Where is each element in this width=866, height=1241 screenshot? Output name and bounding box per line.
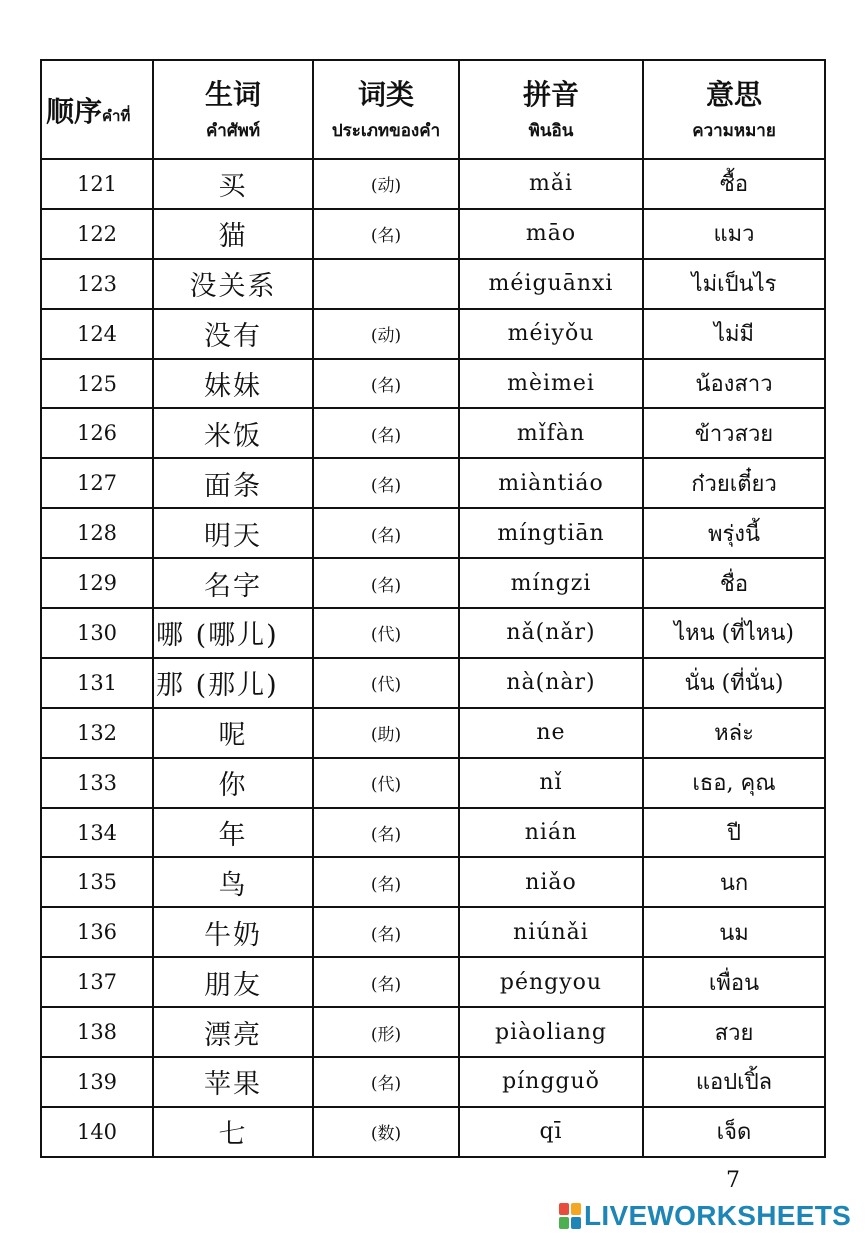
table-row bbox=[41, 359, 825, 409]
row-number: 125 bbox=[41, 359, 153, 409]
row-word: 明天 bbox=[153, 508, 313, 558]
row-number: 136 bbox=[41, 907, 153, 957]
logo-square-icon bbox=[571, 1203, 581, 1215]
row-meaning: ชื่อ bbox=[643, 558, 825, 608]
row-word-class: (名) bbox=[313, 857, 459, 907]
row-pinyin: méiguānxi bbox=[459, 259, 643, 309]
table-row bbox=[41, 857, 825, 907]
row-word: 年 bbox=[153, 808, 313, 858]
table-row bbox=[41, 558, 825, 608]
row-meaning: เธอ, คุณ bbox=[643, 758, 825, 808]
logo-square-icon bbox=[571, 1217, 581, 1229]
header-word-zh: 生词 bbox=[204, 77, 261, 111]
row-number: 126 bbox=[41, 408, 153, 458]
row-number: 130 bbox=[41, 608, 153, 658]
row-number: 131 bbox=[41, 658, 153, 708]
row-number: 129 bbox=[41, 558, 153, 608]
row-word: 那 (那儿) bbox=[153, 658, 313, 708]
row-meaning: เจ็ด bbox=[643, 1107, 825, 1157]
row-meaning: ไหน (ที่ไหน) bbox=[643, 608, 825, 658]
table-row bbox=[41, 309, 825, 359]
row-word: 七 bbox=[153, 1107, 313, 1157]
header-class-th: ประเภทของคำ bbox=[331, 120, 441, 141]
row-word: 苹果 bbox=[153, 1057, 313, 1107]
header-word-th: คำศัพท์ bbox=[205, 120, 261, 141]
row-pinyin: nián bbox=[459, 808, 643, 858]
row-number: 132 bbox=[41, 708, 153, 758]
row-pinyin: nǎ(nǎr) bbox=[459, 608, 643, 658]
row-meaning: นก bbox=[643, 857, 825, 907]
header-order bbox=[41, 60, 153, 159]
table-row bbox=[41, 808, 825, 858]
header-order-zh: 顺序 bbox=[46, 94, 103, 128]
table-row bbox=[41, 159, 825, 209]
row-meaning: ไม่เป็นไร bbox=[643, 259, 825, 309]
row-word-class: (名) bbox=[313, 808, 459, 858]
row-word-class: (名) bbox=[313, 1057, 459, 1107]
liveworksheets-brand[interactable] bbox=[559, 1200, 851, 1232]
row-number: 133 bbox=[41, 758, 153, 808]
row-word-class: (代) bbox=[313, 758, 459, 808]
logo-square-icon bbox=[559, 1203, 569, 1215]
row-meaning: แอปเปิ้ล bbox=[643, 1057, 825, 1107]
table-row bbox=[41, 508, 825, 558]
row-number: 122 bbox=[41, 209, 153, 259]
row-pinyin: míngtiān bbox=[459, 508, 643, 558]
row-word-class bbox=[313, 259, 459, 309]
row-word-class: (数) bbox=[313, 1107, 459, 1157]
row-word-class: (名) bbox=[313, 359, 459, 409]
header-pinyin bbox=[459, 60, 643, 159]
row-number: 128 bbox=[41, 508, 153, 558]
row-pinyin: nǐ bbox=[459, 758, 643, 808]
row-pinyin: píngguǒ bbox=[459, 1057, 643, 1107]
table-row bbox=[41, 458, 825, 508]
header-pinyin-th: พินอิน bbox=[528, 120, 574, 141]
row-word-class: (名) bbox=[313, 508, 459, 558]
row-number: 124 bbox=[41, 309, 153, 359]
header-meaning-th: ความหมาย bbox=[692, 120, 776, 141]
row-word-class: (名) bbox=[313, 957, 459, 1007]
row-word-class: (名) bbox=[313, 408, 459, 458]
row-meaning: ซื้อ bbox=[643, 159, 825, 209]
row-meaning: เพื่อน bbox=[643, 957, 825, 1007]
table-row bbox=[41, 1057, 825, 1107]
row-word: 名字 bbox=[153, 558, 313, 608]
row-number: 138 bbox=[41, 1007, 153, 1057]
row-meaning: พรุ่งนี้ bbox=[643, 508, 825, 558]
row-number: 135 bbox=[41, 857, 153, 907]
row-word: 鸟 bbox=[153, 857, 313, 907]
row-word: 没关系 bbox=[153, 259, 313, 309]
table-row bbox=[41, 608, 825, 658]
header-class-zh: 词类 bbox=[357, 77, 414, 111]
row-pinyin: miàntiáo bbox=[459, 458, 643, 508]
table-row bbox=[41, 658, 825, 708]
header-meaning-zh: 意思 bbox=[705, 77, 762, 111]
row-pinyin: piàoliang bbox=[459, 1007, 643, 1057]
row-word-class: (名) bbox=[313, 209, 459, 259]
row-word-class: (名) bbox=[313, 458, 459, 508]
table-row bbox=[41, 209, 825, 259]
header-order-th: คำที่ bbox=[102, 106, 131, 125]
row-meaning: นั่น (ที่นั่น) bbox=[643, 658, 825, 708]
row-meaning: ก๋วยเตี๋ยว bbox=[643, 458, 825, 508]
row-word-class: (代) bbox=[313, 658, 459, 708]
table-row bbox=[41, 907, 825, 957]
row-number: 127 bbox=[41, 458, 153, 508]
row-meaning: สวย bbox=[643, 1007, 825, 1057]
row-meaning: แมว bbox=[643, 209, 825, 259]
row-pinyin: méiyǒu bbox=[459, 309, 643, 359]
row-pinyin: péngyou bbox=[459, 957, 643, 1007]
table-row bbox=[41, 708, 825, 758]
row-pinyin: ne bbox=[459, 708, 643, 758]
table-row bbox=[41, 957, 825, 1007]
vocabulary-table bbox=[40, 59, 826, 1158]
row-meaning: ไม่มี bbox=[643, 309, 825, 359]
table-row bbox=[41, 1007, 825, 1057]
row-pinyin: mǐfàn bbox=[459, 408, 643, 458]
row-word: 呢 bbox=[153, 708, 313, 758]
row-word: 猫 bbox=[153, 209, 313, 259]
row-pinyin: mèimei bbox=[459, 359, 643, 409]
row-word-class: (助) bbox=[313, 708, 459, 758]
row-word-class: (名) bbox=[313, 558, 459, 608]
header-word bbox=[153, 60, 313, 159]
row-pinyin: niúnǎi bbox=[459, 907, 643, 957]
header-class bbox=[313, 60, 459, 159]
page-number: 7 bbox=[726, 1168, 740, 1193]
row-word: 没有 bbox=[153, 309, 313, 359]
row-pinyin: nà(nàr) bbox=[459, 658, 643, 708]
row-pinyin: míngzi bbox=[459, 558, 643, 608]
table-row bbox=[41, 1107, 825, 1157]
row-pinyin: qī bbox=[459, 1107, 643, 1157]
row-word: 米饭 bbox=[153, 408, 313, 458]
row-meaning: ปี bbox=[643, 808, 825, 858]
liveworksheets-logo-icon bbox=[559, 1203, 581, 1229]
row-word-class: (代) bbox=[313, 608, 459, 658]
row-word: 妹妹 bbox=[153, 359, 313, 409]
row-word: 牛奶 bbox=[153, 907, 313, 957]
table-row bbox=[41, 408, 825, 458]
row-word: 买 bbox=[153, 159, 313, 209]
row-word: 朋友 bbox=[153, 957, 313, 1007]
row-meaning: หล่ะ bbox=[643, 708, 825, 758]
row-number: 140 bbox=[41, 1107, 153, 1157]
header-pinyin-zh: 拼音 bbox=[522, 77, 579, 111]
row-number: 121 bbox=[41, 159, 153, 209]
logo-square-icon bbox=[559, 1217, 569, 1229]
row-pinyin: mǎi bbox=[459, 159, 643, 209]
row-word: 哪 (哪儿) bbox=[153, 608, 313, 658]
row-number: 137 bbox=[41, 957, 153, 1007]
row-word-class: (动) bbox=[313, 159, 459, 209]
row-number: 134 bbox=[41, 808, 153, 858]
brand-name: LIVEWORKSHEETS bbox=[584, 1200, 852, 1231]
row-pinyin: māo bbox=[459, 209, 643, 259]
table-row bbox=[41, 758, 825, 808]
row-word-class: (形) bbox=[313, 1007, 459, 1057]
row-number: 139 bbox=[41, 1057, 153, 1107]
row-word-class: (动) bbox=[313, 309, 459, 359]
row-word: 你 bbox=[153, 758, 313, 808]
row-meaning: น้องสาว bbox=[643, 359, 825, 409]
row-word: 面条 bbox=[153, 458, 313, 508]
row-pinyin: niǎo bbox=[459, 857, 643, 907]
row-word-class: (名) bbox=[313, 907, 459, 957]
row-meaning: นม bbox=[643, 907, 825, 957]
row-meaning: ข้าวสวย bbox=[643, 408, 825, 458]
table-row bbox=[41, 259, 825, 309]
row-number: 123 bbox=[41, 259, 153, 309]
row-word: 漂亮 bbox=[153, 1007, 313, 1057]
header-meaning bbox=[643, 60, 825, 159]
header-row bbox=[41, 60, 825, 159]
